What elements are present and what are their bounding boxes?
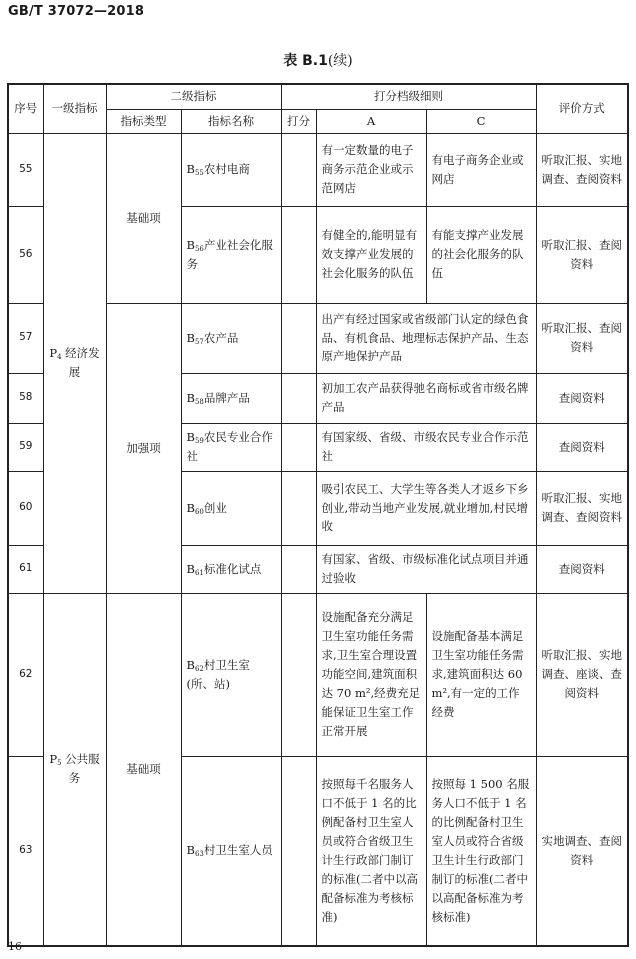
row-seq: 59	[8, 423, 43, 471]
group-p4: $P_4$ 经济发展	[43, 133, 106, 593]
evaluation-table	[7, 83, 629, 947]
indicator-name: $B_{58}$品牌产品	[181, 373, 281, 423]
header-grade-a: A	[316, 109, 426, 133]
grade-merged-cell: 有国家、省级、市级标准化试点项目并通过验收	[316, 545, 536, 593]
row-seq: 63	[8, 756, 43, 946]
row-seq: 61	[8, 545, 43, 593]
grade-c-cell: 设施配备基本满足卫生室功能任务需求,建筑面积达 60 m²,有一定的工作经费	[426, 593, 536, 756]
score-cell	[281, 423, 316, 471]
grade-merged-cell: 吸引农民工、大学生等各类人才返乡下乡创业,带动当地产业发展,就业增加,村民增收	[316, 471, 536, 545]
score-cell	[281, 373, 316, 423]
grade-c-cell: 按照每 1 500 名服务人口不低于 1 名的比例配备村卫生室人员或符合省级卫生计生行政部门制订的标准(二者中以高配备标准为考核标准)	[426, 756, 536, 946]
grade-merged-cell: 出产有经过国家或省级部门认定的绿色食品、有机食品、地理标志保护产品、生态原产地保护产品	[316, 303, 536, 373]
caption-label: 表 B.1	[283, 53, 328, 69]
score-cell	[281, 206, 316, 303]
indicator-name: $B_{61}$标准化试点	[181, 545, 281, 593]
header-type: 指标类型	[106, 109, 181, 133]
score-cell	[281, 756, 316, 946]
group-enhanced: 加强项	[106, 303, 181, 593]
grade-c-cell: 有能支撑产业发展的社会化服务的队伍	[426, 206, 536, 303]
row-seq: 58	[8, 373, 43, 423]
table-row	[8, 133, 628, 206]
header-method: 评价方式	[536, 84, 628, 133]
score-cell	[281, 303, 316, 373]
header-grading: 打分档级细则	[281, 84, 536, 109]
row-seq: 62	[8, 593, 43, 756]
row-seq: 57	[8, 303, 43, 373]
header-level1: 一级指标	[43, 84, 106, 133]
row-seq: 60	[8, 471, 43, 545]
method-cell: 查阅资料	[536, 423, 628, 471]
header-name: 指标名称	[181, 109, 281, 133]
indicator-name: $B_{62}$村卫生室(所、站)	[181, 593, 281, 756]
grade-a-cell: 设施配备充分满足卫生室功能任务需求,卫生室合理设置功能空间,建筑面积达 70 m²,经费充足能保证卫生室工作正常开展	[316, 593, 426, 756]
table-caption	[0, 50, 636, 70]
group-basic-p5: 基础项	[106, 593, 181, 946]
group-p5: $P_5$ 公共服务	[43, 593, 106, 946]
method-cell: 实地调查、查阅资料	[536, 756, 628, 946]
score-cell	[281, 133, 316, 206]
row-seq: 55	[8, 133, 43, 206]
method-cell: 听取汇报、查阅资料	[536, 206, 628, 303]
header-grade-c: C	[426, 109, 536, 133]
standard-code: GB/T 37072—2018	[8, 4, 145, 19]
method-cell: 查阅资料	[536, 373, 628, 423]
grade-c-cell: 有电子商务企业或网店	[426, 133, 536, 206]
score-cell	[281, 545, 316, 593]
caption-suffix: (续)	[327, 53, 353, 69]
page-number: 16	[8, 940, 22, 953]
grade-a-cell: 按照每千名服务人口不低于 1 名的比例配备村卫生室人员或符合省级卫生计生行政部门制订的标准(二者中以高配备标准为考核标准)	[316, 756, 426, 946]
indicator-name: $B_{63}$村卫生室人员	[181, 756, 281, 946]
header-level2: 二级指标	[106, 84, 281, 109]
grade-a-cell: 有一定数量的电子商务示范企业或示范网店	[316, 133, 426, 206]
row-seq: 56	[8, 206, 43, 303]
score-cell	[281, 593, 316, 756]
group-basic-p4: 基础项	[106, 133, 181, 303]
indicator-name: $B_{59}$农民专业合作社	[181, 423, 281, 471]
indicator-name: $B_{60}$创业	[181, 471, 281, 545]
method-cell: 查阅资料	[536, 545, 628, 593]
indicator-name: $B_{55}$农村电商	[181, 133, 281, 206]
indicator-name: $B_{57}$农产品	[181, 303, 281, 373]
table-row	[8, 593, 628, 756]
indicator-name: $B_{56}$产业社会化服务	[181, 206, 281, 303]
method-cell: 听取汇报、实地调查、座谈、查阅资料	[536, 593, 628, 756]
header-score: 打分	[281, 109, 316, 133]
grade-a-cell: 有健全的,能明显有效支撑产业发展的社会化服务的队伍	[316, 206, 426, 303]
method-cell: 听取汇报、实地调查、查阅资料	[536, 471, 628, 545]
method-cell: 听取汇报、查阅资料	[536, 303, 628, 373]
header-seq: 序号	[8, 84, 43, 133]
grade-merged-cell: 有国家级、省级、市级农民专业合作示范社	[316, 423, 536, 471]
score-cell	[281, 471, 316, 545]
method-cell: 听取汇报、实地调查、查阅资料	[536, 133, 628, 206]
grade-merged-cell: 初加工农产品获得驰名商标或省市级名牌产品	[316, 373, 536, 423]
